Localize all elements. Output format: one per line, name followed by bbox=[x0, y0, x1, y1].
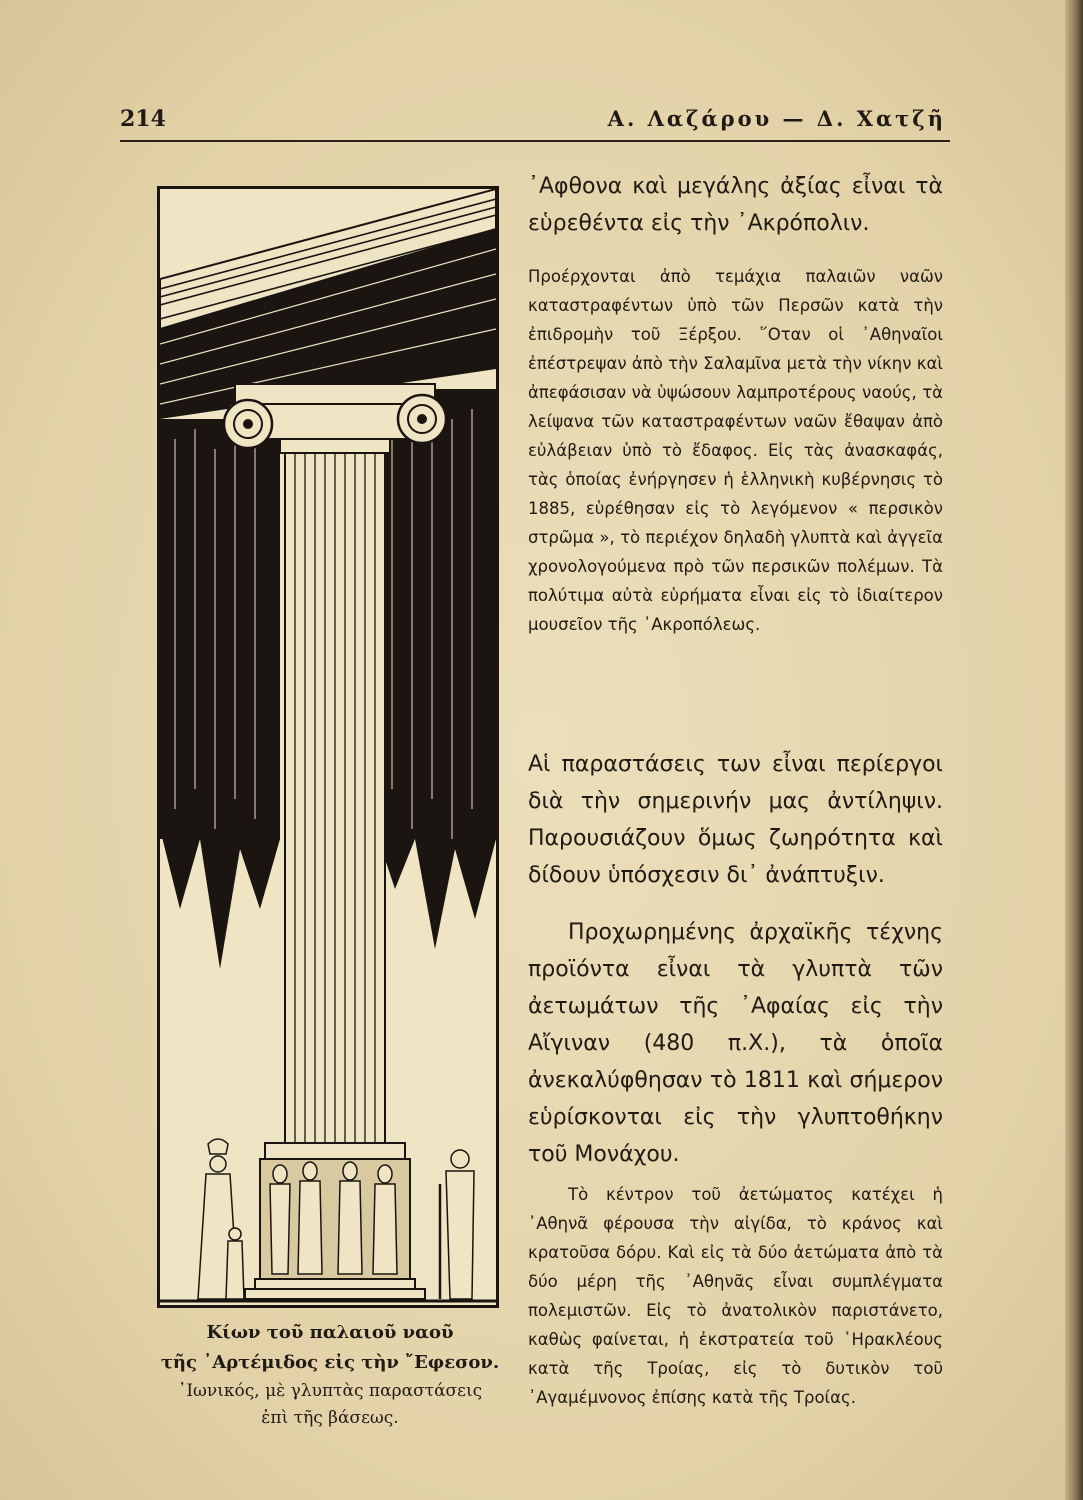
paragraph4-block bbox=[528, 1180, 943, 1412]
intro-block bbox=[528, 168, 943, 242]
caption-title-line2: τῆς ᾿Αρτέμιδος εἰς τὴν ῎Εφεσον. bbox=[160, 1352, 500, 1373]
paragraph-2: Αἱ παραστάσεις των εἶναι περίεργοι διὰ τὴν σημερινήν μας ἀντίληψιν. Παρουσιάζουν ὅμως ζωηρότητα καὶ δίδουν ὑπόσχεσιν δι᾿ ἀνάπτυξιν. bbox=[528, 752, 943, 888]
caption-title-line1: Κίων τοῦ παλαιοῦ ναοῦ bbox=[206, 1322, 454, 1343]
page-number: 214 bbox=[120, 106, 166, 132]
paragraph3-block bbox=[528, 914, 943, 1173]
caption-sub-line2: ἐπὶ τῆς βάσεως. bbox=[261, 1408, 399, 1428]
page-header bbox=[120, 106, 950, 142]
figure-caption bbox=[130, 1318, 530, 1432]
paragraph-4: Τὸ κέντρον τοῦ ἀετώματος κατέχει ἡ ᾿Αθηνᾶ φέρουσα τὴν αἰγίδα, τὸ κράνος καὶ κρατοῦσα δόρυ. Καὶ εἰς τὰ δύο ἀετώματα ἀπὸ τὰ δύο μέρη τῆς ᾿Αθηνᾶς εἶναι συμπλέγματα πολεμιστῶν. Εἰς τὸ ἀνατολικὸν παριστάνετο, καθὼς φαίνεται, ἡ ἐκστρατεία τοῦ ῾Ηρακλέους κατὰ τῆς Τροίας, εἰς τὸ δυτικὸν τοῦ ᾿Αγαμέμνονος ἐπίσης κατὰ τῆς Τροίας. bbox=[528, 1185, 943, 1407]
ionic-column-illustration-icon bbox=[157, 186, 499, 1308]
paragraph1-block bbox=[528, 262, 943, 639]
intro-paragraph: ᾿Αφθονα καὶ μεγάλης ἀξίας εἶναι τὰ εὑρεθέντα εἰς τὴν ᾿Ακρόπολιν. bbox=[528, 174, 943, 236]
paragraph2-block bbox=[528, 746, 943, 894]
running-title: Α. Λαζάρου — Δ. Χατζῆ bbox=[607, 106, 946, 131]
paragraph-3: Προχωρημένης ἀρχαϊκῆς τέχνης προϊόντα εἶναι τὰ γλυπτὰ τῶν ἀετωμάτων τῆς ᾿Αφαίας εἰς τὴν Αἴγιναν (480 π.Χ.), τὰ ὁποῖα ἀνεκαλύφθησαν τὸ 1811 καὶ σήμερον εὑρίσκονται εἰς τὴν γλυπτοθήκην τοῦ Μονάχου. bbox=[528, 920, 943, 1167]
paragraph-1: Προέρχονται ἀπὸ τεμάχια παλαιῶν ναῶν καταστραφέντων ὑπὸ τῶν Περσῶν κατὰ τὴν ἐπιδρομὴν τοῦ Ξέρξου. ῞Οταν οἱ ᾿Αθηναῖοι ἐπέστρεψαν ἀπὸ τὴν Σαλαμῖνα μετὰ τὴν νίκην καὶ ἀπεφάσισαν νὰ ὑψώσουν λαμπροτέρους ναούς, τὰ λείψανα τῶν καταστραφέντων ναῶν ἔθαψαν ἀπὸ εὐλάβειαν ὑπὸ τὸ ἔδαφος. Εἰς τὰς ἀνασκαφάς, τὰς ὁποίας ἐνήργησεν ἡ ἑλληνικὴ κυβέρνησις τὸ 1885, εὑρέθησαν εἰς τὸ λεγόμενον « περσικὸν στρῶμα », τὸ περιέχον δηλαδὴ γλυπτὰ καὶ ἀγγεῖα χρονολογούμενα πρὸ τῶν περσικῶν πολέμων. Τὰ πολύτιμα αὐτὰ εὑρήματα εἶναι εἰς τὸ ἰδιαίτερον μουσεῖον τῆς ᾿Ακροπόλεως. bbox=[528, 267, 943, 634]
page-edge bbox=[1065, 0, 1083, 1500]
caption-sub-line1: ᾿Ιωνικός, μὲ γλυπτὰς παραστάσεις bbox=[177, 1381, 483, 1401]
